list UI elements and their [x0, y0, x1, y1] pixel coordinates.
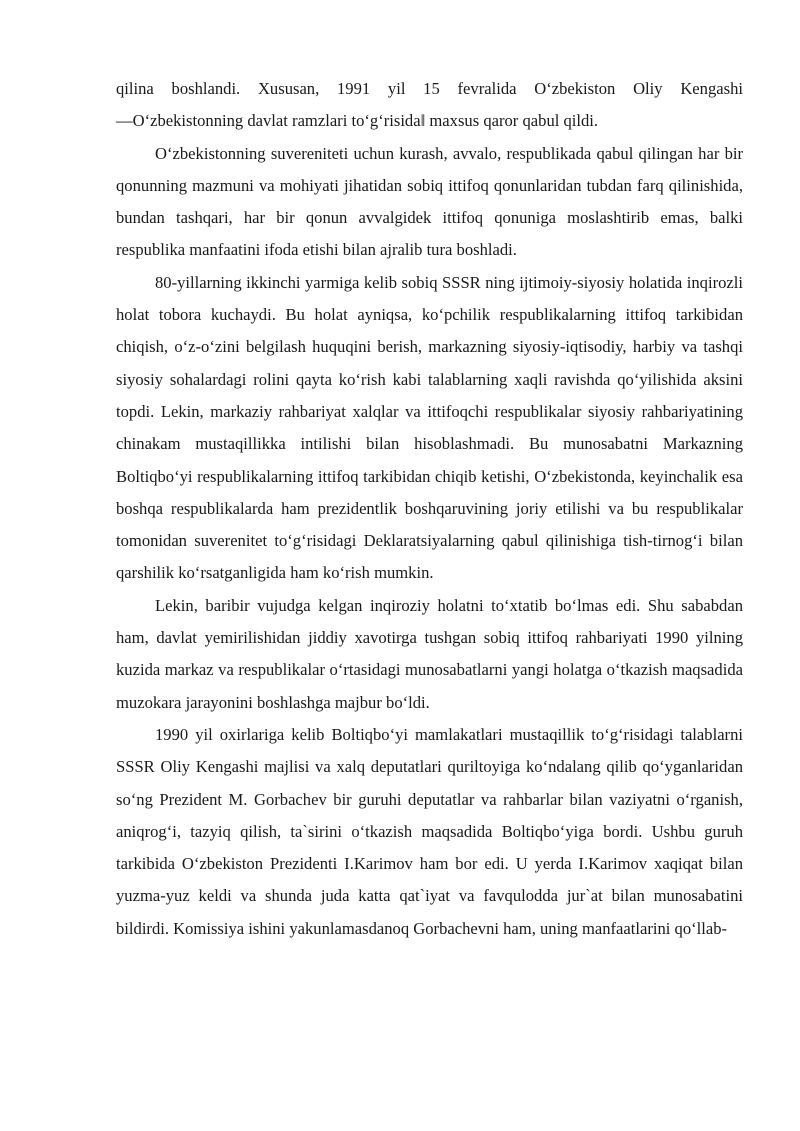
paragraph-4: Lekin, baribir vujudga kelgan inqiroziy holatni to‘xtatib bo‘lmas edi. Shu sababdan ham, davlat yemirilishidan jiddiy xavotirga tushgan sobiq ittifoq rahbariyati 1990 yilning kuzida markaz va respublikalar o‘rtasidagi munosabatlarni yangi holatga o‘tkazish maqsadida muzokara jarayonini boshlashga majbur bo‘ldi. — [116, 595, 743, 712]
paragraph-3: 80-yillarning ikkinchi yarmiga kelib sobiq SSSR ning ijtimoiy-siyosiy holatida inqirozli holat tobora kuchaydi. Bu holat ayniqsa, ko‘pchilik respublikalarning ittifoq tarkibidan chiqish, o‘z-o‘zini belgilash huquqini berish, markazning siyosiy-iqtisodiy, harbiy va tashqi siyosiy sohalardagi rolini qayta ko‘rish kabi talablarning xaqli ravishda qo‘yilishida aksini topdi. Lekin, markaziy rahbariyat xalqlar va ittifoqchi respublikalar siyosiy rahbariyatining chinakam mustaqillikka intilishi bilan hisoblashmadi. Bu munosabatni Markazning Boltiqbo‘yi respublikalarning ittifoq tarkibidan chiqib ketishi, O‘zbekistonda, keyinchalik esa boshqa respublikalarda ham prezidentlik boshqaruvining joriy etilishi va bu respublikalar tomonidan suverenitet to‘g‘risidagi Deklaratsiyalarning qabul qilinishiga tish-tirnog‘i bilan qarshilik ko‘rsatganligida ham ko‘rish mumkin. — [116, 272, 743, 583]
paragraph-2: O‘zbekistonning suvereniteti uchun kurash, avvalo, respublikada qabul qilingan har bir qonunning mazmuni va mohiyati jihatidan sobiq ittifoq qonunlaridan tubdan farq qilinishida, bundan tashqari, har bir qonun avvalgidek ittifoq qonuniga moslashtirib emas, balki respublika manfaatini ifoda etishi bilan ajralib tura boshladi. — [116, 143, 743, 260]
document-page — [116, 73, 743, 945]
paragraph-5: 1990 yil oxirlariga kelib Boltiqbo‘yi mamlakatlari mustaqillik to‘g‘risidagi talablarni SSSR Oliy Kengashi majlisi va xalq deputatlari quriltoyiga ko‘ndalang qilib qo‘yganlaridan so‘ng Prezident M. Gorbachev bir guruhi deputatlar va rahbarlar bilan vaziyatni o‘rganish, aniqrog‘i, tazyiq qilish, ta`sirini o‘tkazish maqsadida Boltiqbo‘yiga bordi. Ushbu guruh tarkibida O‘zbekiston Prezidenti I.Karimov ham bor edi. U yerda I.Karimov xaqiqat bilan yuzma-yuz keldi va shunda juda katta qat`iyat va favqulodda jur`at bilan munosabatini bildirdi. Komissiya ishini yakunlamasdanoq Gorbachevni ham, uning manfaatlarini qo‘llab- — [116, 724, 743, 938]
paragraph-1: qilina boshlandi. Xususan, 1991 yil 15 fevralida O‘zbekiston Oliy Kengashi ―O‘zbekistonning davlat ramzlari to‘g‘risida‖ maxsus qaror qabul qildi. — [116, 79, 743, 131]
